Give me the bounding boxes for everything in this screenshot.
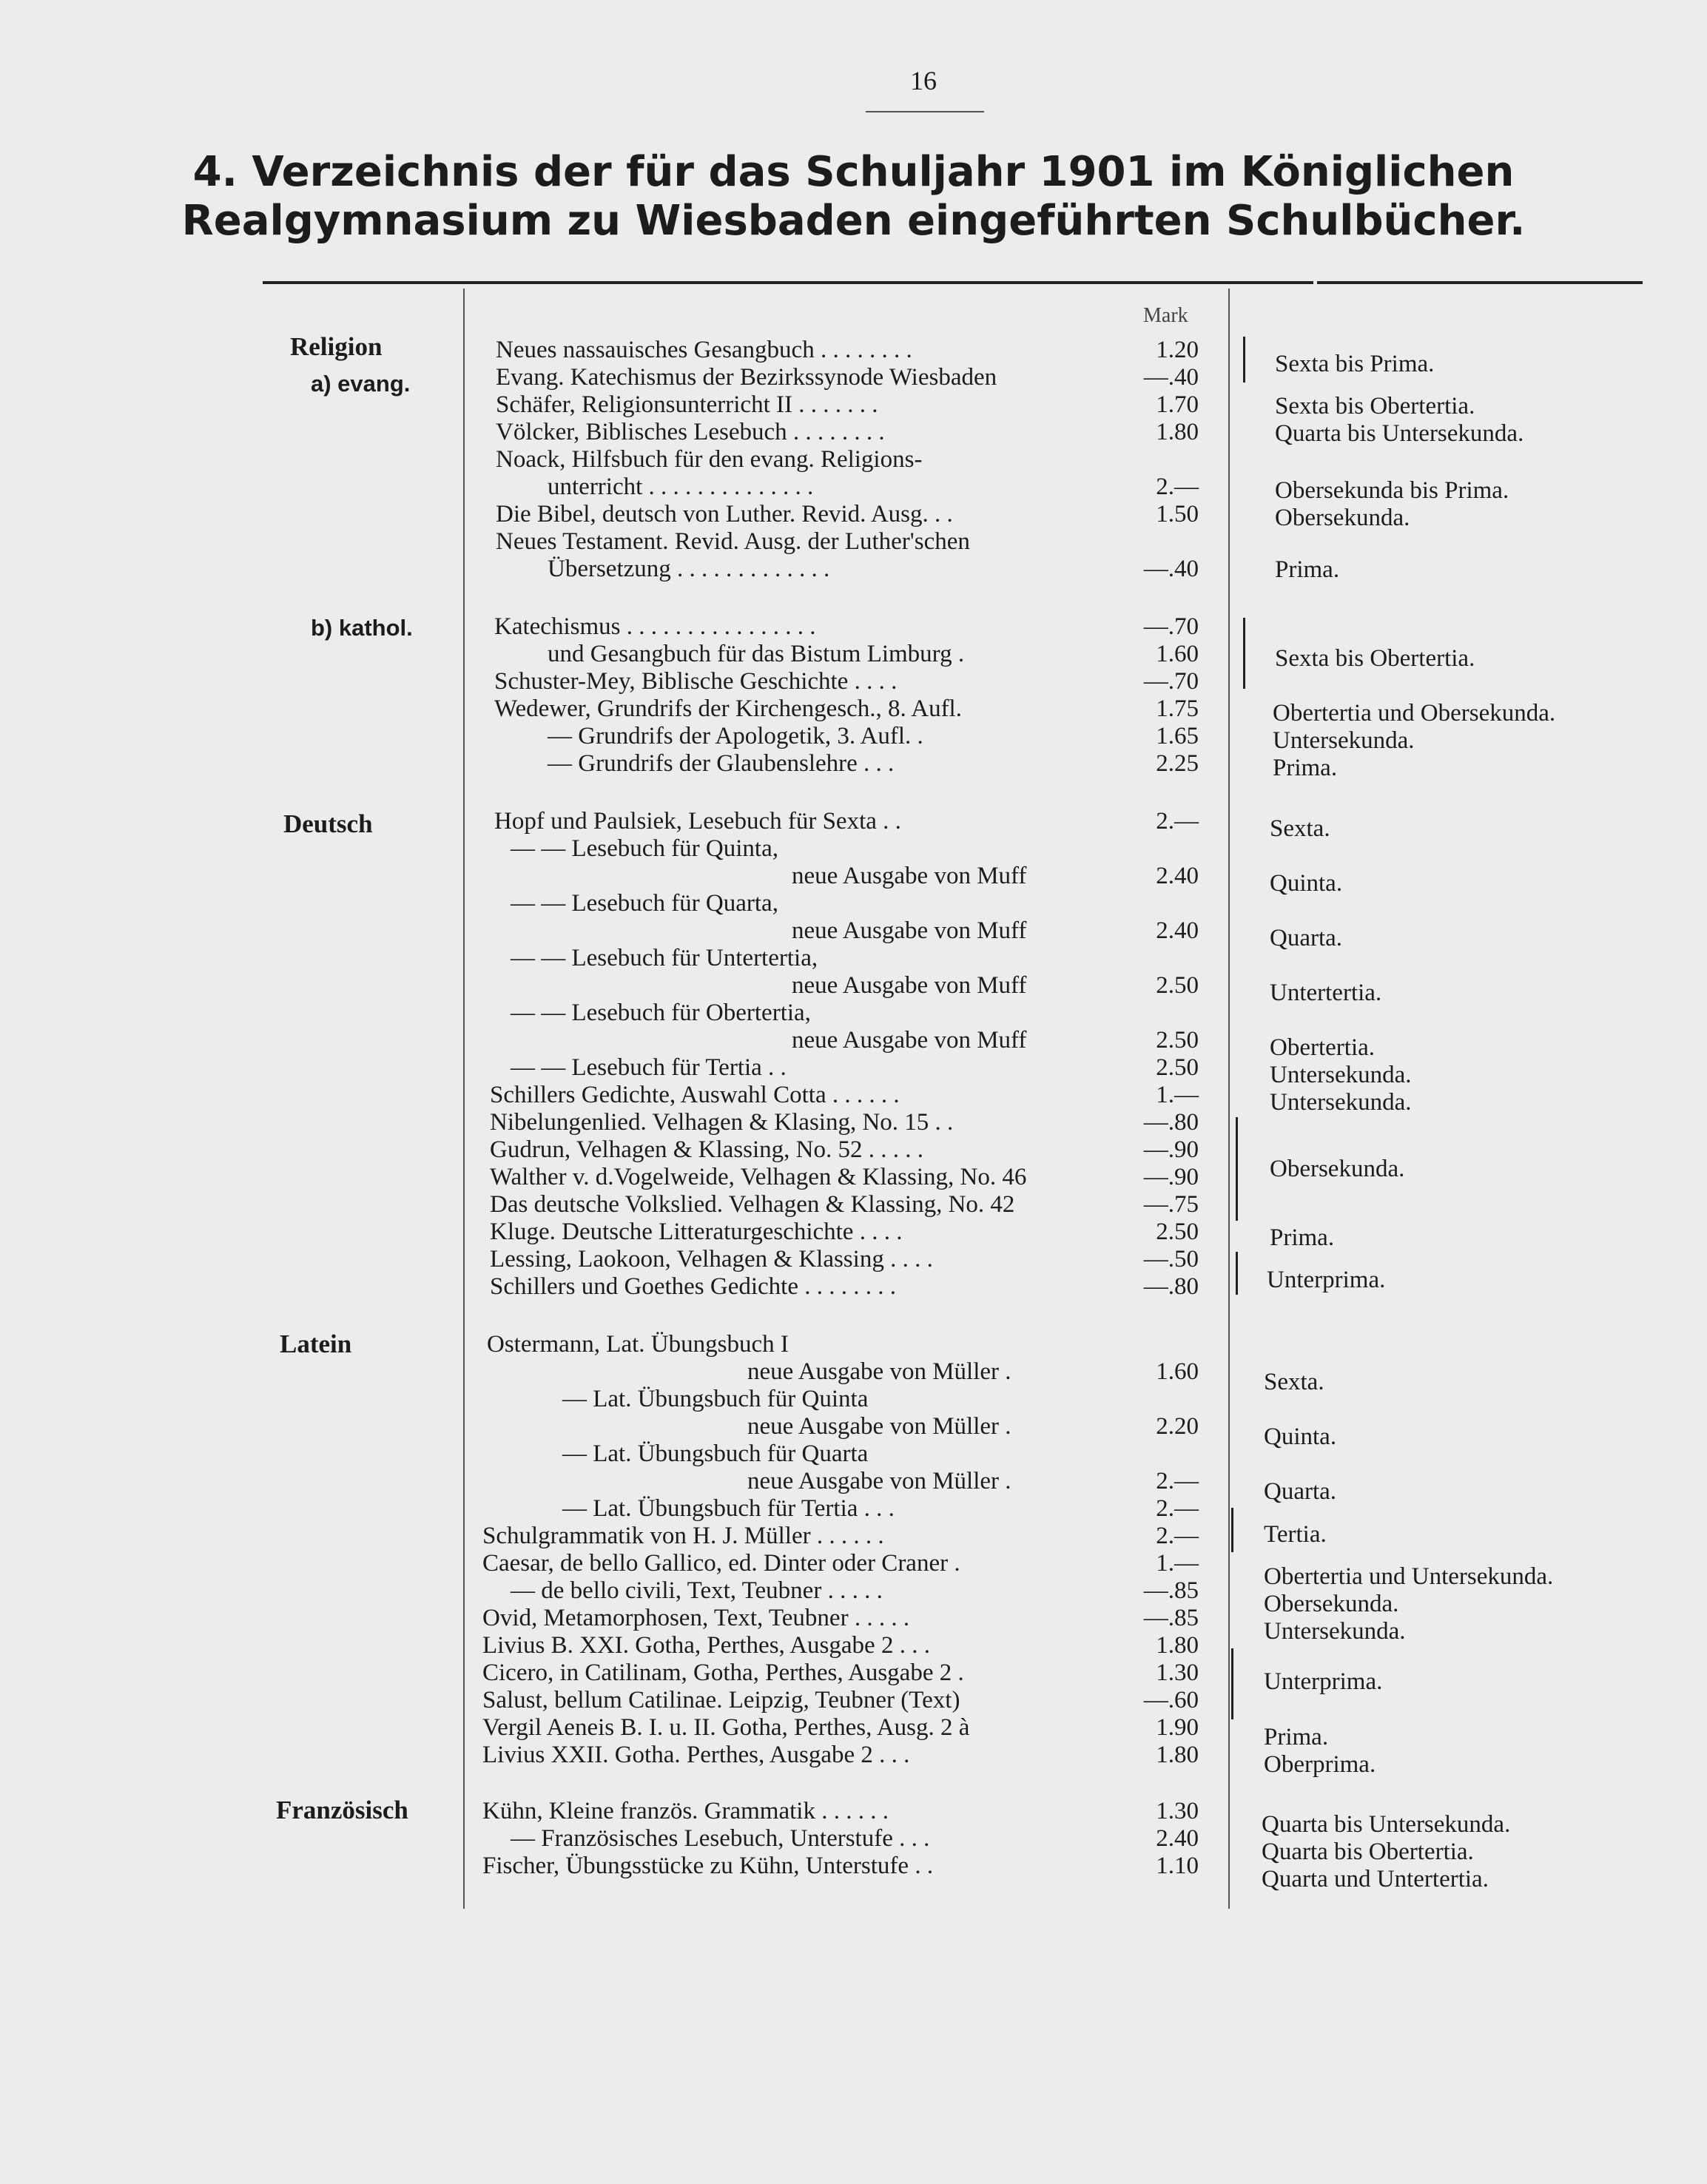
book-title: Nibelungenlied. Velhagen & Klasing, No. 15 . .	[490, 1109, 954, 1136]
book-title: Walther v. d.Vogelweide, Velhagen & Klassing, No. 46	[490, 1164, 1027, 1190]
book-title: — Lat. Übungsbuch für Quinta	[562, 1386, 869, 1412]
book-title: Salust, bellum Catilinae. Leipzig, Teubner (Text)	[482, 1687, 960, 1713]
book-price: 2.—	[1156, 1495, 1199, 1522]
book-price: 1.80	[1156, 1632, 1199, 1659]
book-title: Ostermann, Lat. Übungsbuch I	[487, 1331, 789, 1358]
book-title: Kluge. Deutsche Litteraturgeschichte . . . .	[490, 1219, 903, 1245]
book-price: 1.60	[1156, 1358, 1199, 1385]
book-title: Schäfer, Religionsunterricht II . . . . . . .	[496, 391, 878, 418]
subject-kathol: b) kathol.	[311, 615, 413, 641]
book-price: 1.20	[1156, 337, 1199, 363]
book-title: Ovid, Metamorphosen, Text, Teubner . . . . .	[482, 1605, 910, 1631]
book-price: 2.50	[1156, 1054, 1199, 1081]
book-price: 2.40	[1156, 863, 1199, 889]
book-price: 1.—	[1156, 1082, 1199, 1108]
brace	[1243, 337, 1245, 382]
book-price: 1.—	[1156, 1550, 1199, 1577]
class-range: Sexta.	[1264, 1369, 1324, 1395]
book-title: — — Lesebuch für Obertertia,	[511, 1000, 811, 1026]
book-price: —.70	[1143, 668, 1199, 695]
book-price: —.85	[1143, 1605, 1199, 1631]
book-price: —.40	[1143, 556, 1199, 582]
book-price: —.80	[1143, 1273, 1199, 1300]
book-title: neue Ausgabe von Müller .	[747, 1358, 1011, 1385]
book-price: 1.65	[1156, 723, 1199, 749]
subject-evang: a) evang.	[311, 371, 411, 397]
subject-latein: Latein	[280, 1329, 352, 1358]
book-title: Cicero, in Catilinam, Gotha, Perthes, Ausgabe 2 .	[482, 1659, 964, 1686]
class-range: Prima.	[1273, 755, 1338, 781]
class-range: Untersekunda.	[1270, 1089, 1412, 1116]
class-range: Quarta.	[1264, 1478, 1337, 1505]
book-title: Völcker, Biblisches Lesebuch . . . . . . . .	[496, 419, 885, 445]
book-title: Die Bibel, deutsch von Luther. Revid. Ausg. . .	[496, 501, 953, 528]
column-divider-left	[463, 289, 465, 1909]
book-title: Katechismus . . . . . . . . . . . . . . . .	[494, 613, 816, 640]
class-range: Quarta.	[1270, 925, 1343, 951]
class-range: Prima.	[1270, 1224, 1335, 1251]
book-title: — Lat. Übungsbuch für Tertia . . .	[562, 1495, 895, 1522]
book-title: unterricht . . . . . . . . . . . . . .	[548, 473, 814, 500]
header-rule-left	[263, 281, 1313, 284]
class-range: Prima.	[1264, 1724, 1329, 1750]
book-title: Schuster-Mey, Biblische Geschichte . . . .	[494, 668, 898, 695]
page-number-underline	[866, 111, 984, 112]
book-title: Kühn, Kleine französ. Grammatik . . . . . .	[482, 1798, 889, 1824]
book-price: —.50	[1143, 1246, 1199, 1273]
class-range: Obertertia und Obersekunda.	[1273, 700, 1556, 727]
book-title: neue Ausgabe von Muff	[792, 972, 1027, 999]
header-rule-right	[1317, 281, 1643, 284]
book-title: Wedewer, Grundrifs der Kirchengesch., 8. Aufl.	[494, 695, 962, 722]
subject-franzoesisch: Französisch	[276, 1796, 408, 1824]
class-range: Quarta und Untertertia.	[1262, 1866, 1489, 1893]
book-title: — de bello civili, Text, Teubner . . . . .	[511, 1577, 883, 1604]
book-title: Fischer, Übungsstücke zu Kühn, Unterstufe . .	[482, 1853, 934, 1879]
book-title: — — Lesebuch für Untertertia,	[511, 945, 818, 971]
book-title: — Lat. Übungsbuch für Quarta	[562, 1440, 869, 1467]
book-title: Das deutsche Volkslied. Velhagen & Klassing, No. 42	[490, 1191, 1015, 1218]
book-price: —.40	[1143, 364, 1199, 391]
book-price: 2.50	[1156, 972, 1199, 999]
class-range: Sexta.	[1270, 815, 1330, 842]
class-range: Obersekunda bis Prima.	[1275, 477, 1509, 504]
book-title: Übersetzung . . . . . . . . . . . . .	[548, 556, 830, 582]
book-price: 2.50	[1156, 1219, 1199, 1245]
class-range: Tertia.	[1264, 1521, 1327, 1548]
book-price: 1.30	[1156, 1659, 1199, 1686]
book-title: Vergil Aeneis B. I. u. II. Gotha, Perthes, Ausg. 2 à	[482, 1714, 970, 1741]
brace	[1236, 1117, 1238, 1221]
book-price: 2.50	[1156, 1027, 1199, 1054]
book-title: neue Ausgabe von Müller .	[747, 1413, 1011, 1440]
book-title: Neues nassauisches Gesangbuch . . . . . . . .	[496, 337, 912, 363]
book-price: 1.75	[1156, 695, 1199, 722]
class-range: Prima.	[1275, 556, 1340, 583]
book-price: 2.25	[1156, 750, 1199, 777]
book-price: —.85	[1143, 1577, 1199, 1604]
class-range: Untersekunda.	[1270, 1062, 1412, 1088]
book-title: neue Ausgabe von Muff	[792, 917, 1027, 944]
class-range: Obersekunda.	[1270, 1156, 1405, 1182]
book-price: —.75	[1143, 1191, 1199, 1218]
book-price: —.80	[1143, 1109, 1199, 1136]
book-title: neue Ausgabe von Müller .	[747, 1468, 1011, 1494]
book-price: 1.10	[1156, 1853, 1199, 1879]
book-title: Neues Testament. Revid. Ausg. der Luther'schen	[496, 528, 970, 555]
brace	[1236, 1252, 1238, 1295]
book-title: Lessing, Laokoon, Velhagen & Klassing . . . .	[490, 1246, 933, 1273]
book-price: —.90	[1143, 1136, 1199, 1163]
book-price: 2.20	[1156, 1413, 1199, 1440]
book-price: 2.—	[1156, 1523, 1199, 1549]
book-price: 2.—	[1156, 1468, 1199, 1494]
book-price: —.90	[1143, 1164, 1199, 1190]
book-title: Livius B. XXI. Gotha, Perthes, Ausgabe 2 . . .	[482, 1632, 930, 1659]
class-range: Sexta bis Prima.	[1275, 351, 1435, 377]
book-title: Schillers und Goethes Gedichte . . . . . . . .	[490, 1273, 896, 1300]
book-price: —.60	[1143, 1687, 1199, 1713]
class-range: Obersekunda.	[1275, 505, 1410, 531]
book-title: Gudrun, Velhagen & Klassing, No. 52 . . . . .	[490, 1136, 924, 1163]
class-range: Obertertia.	[1270, 1034, 1376, 1061]
book-price: 1.80	[1156, 1742, 1199, 1768]
book-title: Caesar, de bello Gallico, ed. Dinter oder Craner .	[482, 1550, 960, 1577]
column-divider-right	[1228, 289, 1230, 1909]
book-price: 1.50	[1156, 501, 1199, 528]
book-price: 1.90	[1156, 1714, 1199, 1741]
class-range: Unterprima.	[1267, 1267, 1386, 1293]
book-price: 1.60	[1156, 641, 1199, 667]
brace	[1231, 1648, 1233, 1719]
book-title: neue Ausgabe von Muff	[792, 1027, 1027, 1054]
brace	[1231, 1508, 1233, 1552]
class-range: Quinta.	[1270, 870, 1343, 897]
class-range: Unterprima.	[1264, 1668, 1383, 1695]
book-price: 1.80	[1156, 419, 1199, 445]
class-range: Obersekunda.	[1264, 1591, 1399, 1617]
currency-header: Mark	[1143, 304, 1188, 327]
book-title: Schillers Gedichte, Auswahl Cotta . . . . . .	[490, 1082, 900, 1108]
class-range: Oberprima.	[1264, 1751, 1376, 1778]
class-range: Untertertia.	[1270, 980, 1382, 1006]
class-range: Quarta bis Obertertia.	[1262, 1838, 1474, 1865]
book-title: Schulgrammatik von H. J. Müller . . . . . .	[482, 1523, 884, 1549]
book-title: — Grundrifs der Glaubenslehre . . .	[548, 750, 895, 777]
book-title: — — Lesebuch für Tertia . .	[511, 1054, 787, 1081]
book-title: Noack, Hilfsbuch für den evang. Religions-	[496, 446, 923, 473]
book-title: Livius XXII. Gotha. Perthes, Ausgabe 2 . . .	[482, 1742, 910, 1768]
page-number: 16	[910, 66, 937, 95]
book-title: — Grundrifs der Apologetik, 3. Aufl. .	[548, 723, 923, 749]
book-price: —.70	[1143, 613, 1199, 640]
book-title: neue Ausgabe von Muff	[792, 863, 1027, 889]
brace	[1243, 618, 1245, 689]
book-price: 2.40	[1156, 1825, 1199, 1852]
book-price: 2.—	[1156, 808, 1199, 835]
book-title: Evang. Katechismus der Bezirkssynode Wiesbaden	[496, 364, 997, 391]
class-range: Sexta bis Obertertia.	[1275, 393, 1475, 419]
page-title-line-2: Realgymnasium zu Wiesbaden eingeführten Schulbücher.	[181, 197, 1526, 245]
page-title-line-1: 4. Verzeichnis der für das Schuljahr 1901 im Königlichen	[192, 148, 1515, 196]
class-range: Untersekunda.	[1264, 1618, 1406, 1645]
class-range: Quarta bis Untersekunda.	[1262, 1811, 1511, 1838]
book-title: Hopf und Paulsiek, Lesebuch für Sexta . .	[494, 808, 901, 835]
class-range: Quarta bis Untersekunda.	[1275, 420, 1524, 447]
class-range: Untersekunda.	[1273, 727, 1415, 754]
book-price: 1.70	[1156, 391, 1199, 418]
subject-deutsch: Deutsch	[283, 809, 373, 838]
book-title: — Französisches Lesebuch, Unterstufe . . .	[511, 1825, 930, 1852]
book-price: 2.40	[1156, 917, 1199, 944]
book-title: — — Lesebuch für Quarta,	[511, 890, 778, 917]
subject-religion: Religion	[290, 332, 383, 361]
book-price: 1.30	[1156, 1798, 1199, 1824]
class-range: Obertertia und Untersekunda.	[1264, 1563, 1554, 1590]
book-price: 2.—	[1156, 473, 1199, 500]
class-range: Quinta.	[1264, 1423, 1337, 1450]
book-title: und Gesangbuch für das Bistum Limburg .	[548, 641, 965, 667]
class-range: Sexta bis Obertertia.	[1275, 645, 1475, 672]
book-title: — — Lesebuch für Quinta,	[511, 835, 778, 862]
